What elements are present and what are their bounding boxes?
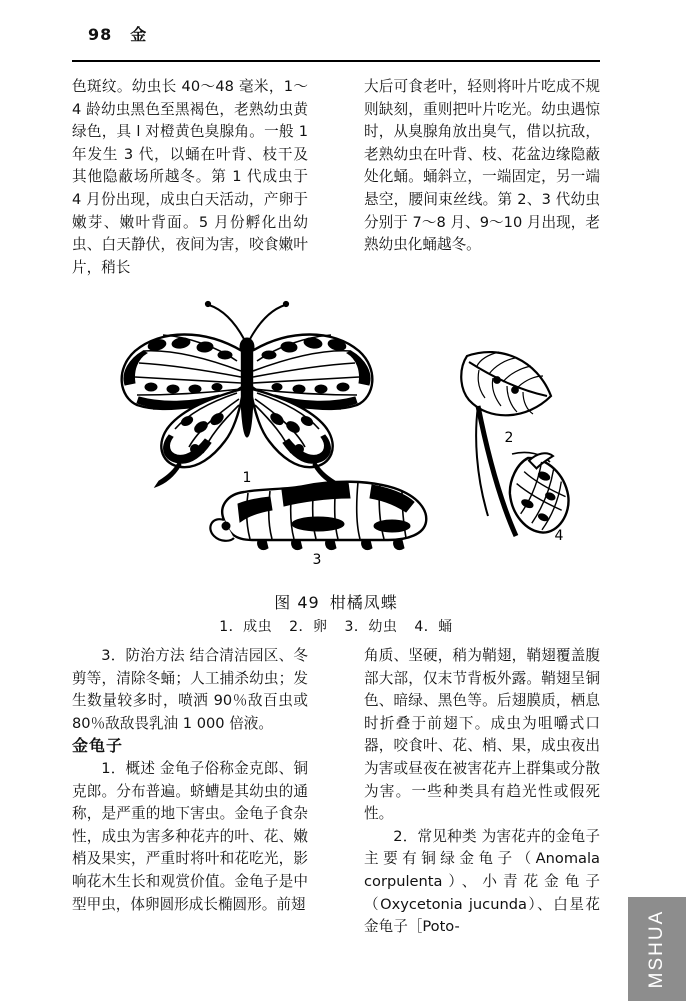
header-rule <box>72 60 600 62</box>
figure-title: 柑橘凤蝶 <box>329 593 398 612</box>
body-text-left-top <box>72 76 308 279</box>
paragraph: 3．防治方法 结合清洁园区、冬剪等，清除冬蛹；人工捕杀幼虫；发生数量较多时，喷洒 90％敌百虫或 80％敌敌畏乳油 1 000 倍液。 <box>72 647 308 732</box>
figure-legend <box>72 616 600 636</box>
figure-legend-item: 3．幼虫 <box>344 619 398 635</box>
svg-text:4: 4 <box>554 528 564 544</box>
paragraph: 大后可食老叶，轻则将叶片吃成不规则缺刻，重则把叶片吃光。幼虫遇惊时，从臭腺角放出臭气，借以抗敌，老熟幼虫在叶背、枝、花盆边缘隐蔽处化蛹。蛹斜立，一端固定，另一端悬空，腰间束丝线。第 2、3 代幼虫分别于 7～8 月、9～10 月出现，老熟幼虫化蛹越冬。 <box>364 78 600 254</box>
page-side-tab <box>628 897 686 1001</box>
section-title: 金 <box>130 25 148 44</box>
paragraph: 2．常见种类 为害花卉的金龟子主要有铜绿金龟子（Anomala corpulenta）、小青花金龟子（Oxycetonia jucunda）、白星花金龟子［Poto- <box>364 827 600 936</box>
paragraph: 角质、坚硬，稍为鞘翅，鞘翅覆盖腹部大部，仅末节背板外露。鞘翅呈铜色、暗绿、黑色等。后翅膜质，栖息时折叠于前翅下。成虫为咀嚼式口器，咬食叶、花、梢、果，成虫夜出为害或昼夜在被害花卉上群集或分散为害。一些种类具有趋光性或假死性。 <box>364 647 600 823</box>
body-text-left-bottom <box>72 645 308 916</box>
body-text-right-top <box>364 76 600 257</box>
svg-text:1: 1 <box>242 470 252 486</box>
figure-legend-item: 2．卵 <box>289 619 328 635</box>
figure-illustration <box>72 296 600 586</box>
body-text-right-bottom <box>364 645 600 939</box>
figure-caption <box>72 590 600 613</box>
subsection-heading: 金龟子 <box>72 736 124 756</box>
page-number: 98 <box>88 25 113 44</box>
figure-number: 图 49 <box>274 593 320 612</box>
running-head <box>88 22 147 45</box>
svg-text:3: 3 <box>312 552 322 568</box>
paragraph: 色斑纹。幼虫长 40～48 毫米，1～4 龄幼虫黑色至黑褐色，老熟幼虫黄绿色，具 l 对橙黄色臭腺角。一般 1 年发生 3 代，以蛹在叶背、枝干及其他隐蔽场所越冬。第 1 代成虫于 4 月份出现，成虫白天活动，产卵于嫩芽、嫩叶背面。5 月份孵化出幼虫、白天静伏，夜间为害，咬食嫩叶片，稍长 <box>72 78 308 276</box>
figure-legend-item: 1．成虫 <box>219 619 273 635</box>
paragraph: 1．概述 金龟子俗称金克郎、铜克郎。分布普遍。蛴螬是其幼虫的通称，是严重的地下害虫。金龟子食杂性，成虫为害多种花卉的叶、花、嫩梢及果实，严重时将叶和花吃光，影响花木生长和观赏价值。金龟子是中型甲虫，体卵圆形成长椭圆形。前翅 <box>72 759 308 913</box>
svg-text:2: 2 <box>504 430 514 446</box>
figure-legend-item: 4．蛹 <box>414 619 453 635</box>
side-tab-label: MSHUA <box>646 909 667 989</box>
